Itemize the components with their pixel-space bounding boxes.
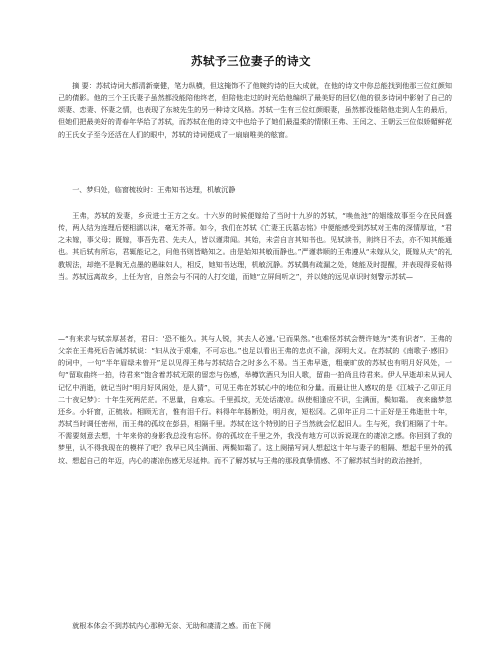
abstract-text: 摘 要：苏轼诗词大都清新豪健，笔力纵横，但这掩饰不了他婉约诗的巨大成就，在他的诗文中你总能找到他那三位红颜知己的倩影。他的三个王氏妻子虽然都没能陪他终老，但陪他走过的时光给他编织了最美好的回忆(他的很多诗词中影射了自己的颂妻、恋妻、怀妻之情，也表现了东坡先生的另一种诗文风格。苏轼一生有三位红颜眼妻，虽然都没能陪他走到人生的最后，但她们把最美好的青春年华给了苏轼，而苏轼在他的诗文中也给予了她们最温柔的情愫(王弗、王闰之、王朝云三位似娇媚鲜花的王氏女子至今还活在人们的眼中，苏轼的诗词便成了一扇扇唯美的舷窗。 bbox=[58, 81, 452, 139]
abstract bbox=[58, 80, 452, 141]
paragraph-3 bbox=[58, 620, 452, 632]
paragraph-1 bbox=[58, 210, 452, 283]
document-title: 苏轼予三位妻子的诗文 bbox=[191, 54, 311, 68]
section-heading-text: 一、梦归处，临窗梳妆时：王弗知书达理，机敏沉静 bbox=[72, 185, 236, 194]
paragraph-2 bbox=[58, 333, 452, 467]
section-heading bbox=[58, 184, 452, 196]
paragraph-text: —“有来求与轼亲厚甚者，君曰：‘恐不能久。其与人锐，其去人必速。’已而果然。”也难怪苏轼会赞许她为“类有识者”．王弗的父亲在王弗死后告诫苏轼说：“妇从汝于艰难，不可忘也。”也足以看出王弗的忠贞不渝，深明大义。在苏轼的《南歌子·感旧》的词中，一句“半年眉绿未曾开”足以见得王弗与苏轼结合之时多么不易。当王弗早逝，粗豪旷放的苏轼也有明月好风处，一句“留取曲终一拍，待君来”饱含着苏轼无限的留恋与伤感，举樽饮酒只为旧人歌，留曲一拍尚且待君来。伊人早逝却未从词人记忆中消逝，就记当时“明月好风闲处，是人猜”，可见王弗在苏轼心中的地位和分量。而最让世人感叹的是《江城子·乙卯正月二十夜记梦》：十年生死两茫茫。不思量，自难忘。千里孤坟，无处话凄凉。纵使相逢应不识，尘满面，鬓如霜。 夜来幽梦忽还乡。小轩窗，正梳妆。相顾无言，惟有泪千行。料得年年肠断处，明月夜，短松冈。乙卯年正月二十正好是王弗逝世十年，苏轼当时调任密州，而王弗的孤坟在彭县，相隔千里。苏轼在这个特别的日子当然就会忆起旧人。生与死，我们相隔了十年。不需要刻意去想，十年来你的身影我总没有忘怀。你的孤坟在千里之外，我没有地方可以诉说现在的凄凉之感。你回到了我的梦里，认不得我现在的模样了吧？我早已风尘满面、两鬓如霜了。这上阕描写词人想起这十年与妻子的相隔、想起千里外的孤坟、想起自己的年迈，内心的凄凉伤感无尽延伸。而不了解苏轼与王弗的那段真挚情感、不了解苏轼当时的政治挫折， bbox=[58, 334, 452, 465]
paragraph-text: 王弗，苏轼的发妻，乡贡进士王方之女。十六岁的时候便嫁给了当时十九岁的苏轼，“唤鱼池”的姻缘故事至今在民间盛传，两人结为连理后便相濡以沫，毫无芥蒂。如今，我们在苏轼《亡妻王氏墓志铭》中便能感受到苏轼对王弗的深情厚谊，“君之未嫁，事父母；既嫁，事吾先君、先夫人，皆以谨肃闻。其始，未尝自言其知书也。见轼读书，则终日不去，亦不知其能通也。其后轼有所忘，君辄能记之，问他书则皆略知之。由是始知其敏而静也。”严谨恭顺的王弗遵从“未嫁从父，既嫁从夫”的礼教规法，却绝不是胸无点墨的愚昧妇人，相反，她知书达理，机敏沉静。苏轼偶有疏漏之处，她能及时提醒，并表现得妥帖得当。苏轼远离故乡，上任为官，自然会与不同的人打交道，而她“立屏间听之”，并以她的远见卓识时刻警示苏轼— bbox=[58, 211, 452, 281]
paragraph-text: 就根本体会不到苏轼内心那种无奈、无助和凄清之感。而在下阕 bbox=[72, 621, 271, 630]
